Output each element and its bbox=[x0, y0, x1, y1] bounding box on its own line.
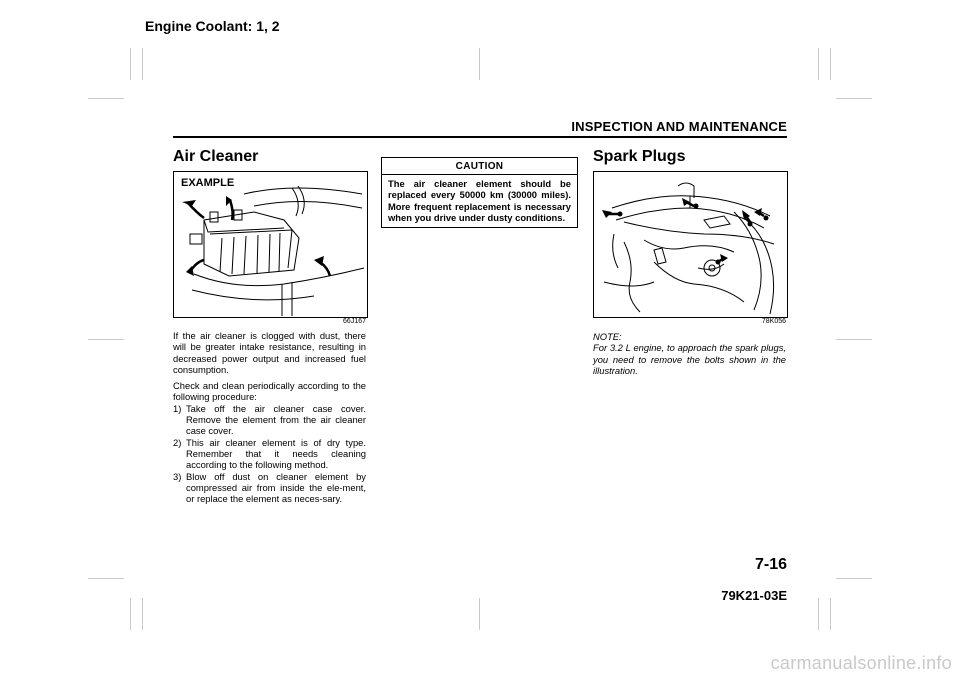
page-number: 7-16 bbox=[754, 556, 787, 573]
air-cleaner-figure-code: 66J167 bbox=[343, 318, 366, 325]
document-code: 79K21-03E bbox=[721, 588, 787, 603]
list-item: 2) This air cleaner element is of dry type. Remember that it needs cleaning according to the following method. bbox=[173, 436, 366, 471]
procedure-steps bbox=[173, 403, 366, 505]
watermark-text: carmanualsonline.info bbox=[770, 653, 952, 673]
caution-body: The air cleaner element should be replaced every 50000 km (30000 miles). More frequent replacement is necessary when you drive under dusty conditions. bbox=[388, 178, 571, 223]
spark-plugs-title: Spark Plugs bbox=[593, 148, 686, 165]
engine-illustration bbox=[594, 172, 787, 317]
air-cleaner-body bbox=[173, 330, 366, 504]
air-cleaner-title: Air Cleaner bbox=[173, 148, 259, 165]
air-cleaner-para-2: Check and clean periodically according to the following procedure: bbox=[173, 380, 366, 403]
air-cleaner-illustration bbox=[174, 172, 367, 317]
air-cleaner-para-1: If the air cleaner is clogged with dust, there will be greater intake resistance, resulting in decreased power output and increased fuel consumption. bbox=[173, 330, 366, 375]
spark-plugs-figure bbox=[593, 171, 788, 318]
spark-plugs-figure-code: 78K056 bbox=[761, 318, 786, 325]
section-header: INSPECTION AND MAINTENANCE bbox=[571, 119, 787, 134]
caution-title: CAUTION bbox=[382, 158, 577, 175]
caution-box bbox=[381, 157, 578, 228]
list-item: 3) Blow off dust on cleaner element by compressed air from inside the ele-ment, or replace the element as neces-sary. bbox=[173, 470, 366, 505]
figure-label: EXAMPLE bbox=[181, 177, 235, 189]
air-cleaner-figure bbox=[173, 171, 368, 318]
header-tag: Engine Coolant: 1, 2 bbox=[145, 18, 280, 34]
spark-plugs-note: NOTE: For 3.2 L engine, to approach the spark plugs, you need to remove the bolts shown in the illustration. bbox=[593, 331, 786, 376]
list-item: 1) Take off the air cleaner case cover. Remove the element from the air cleaner case cover. bbox=[173, 402, 366, 437]
header-rule bbox=[173, 136, 787, 138]
